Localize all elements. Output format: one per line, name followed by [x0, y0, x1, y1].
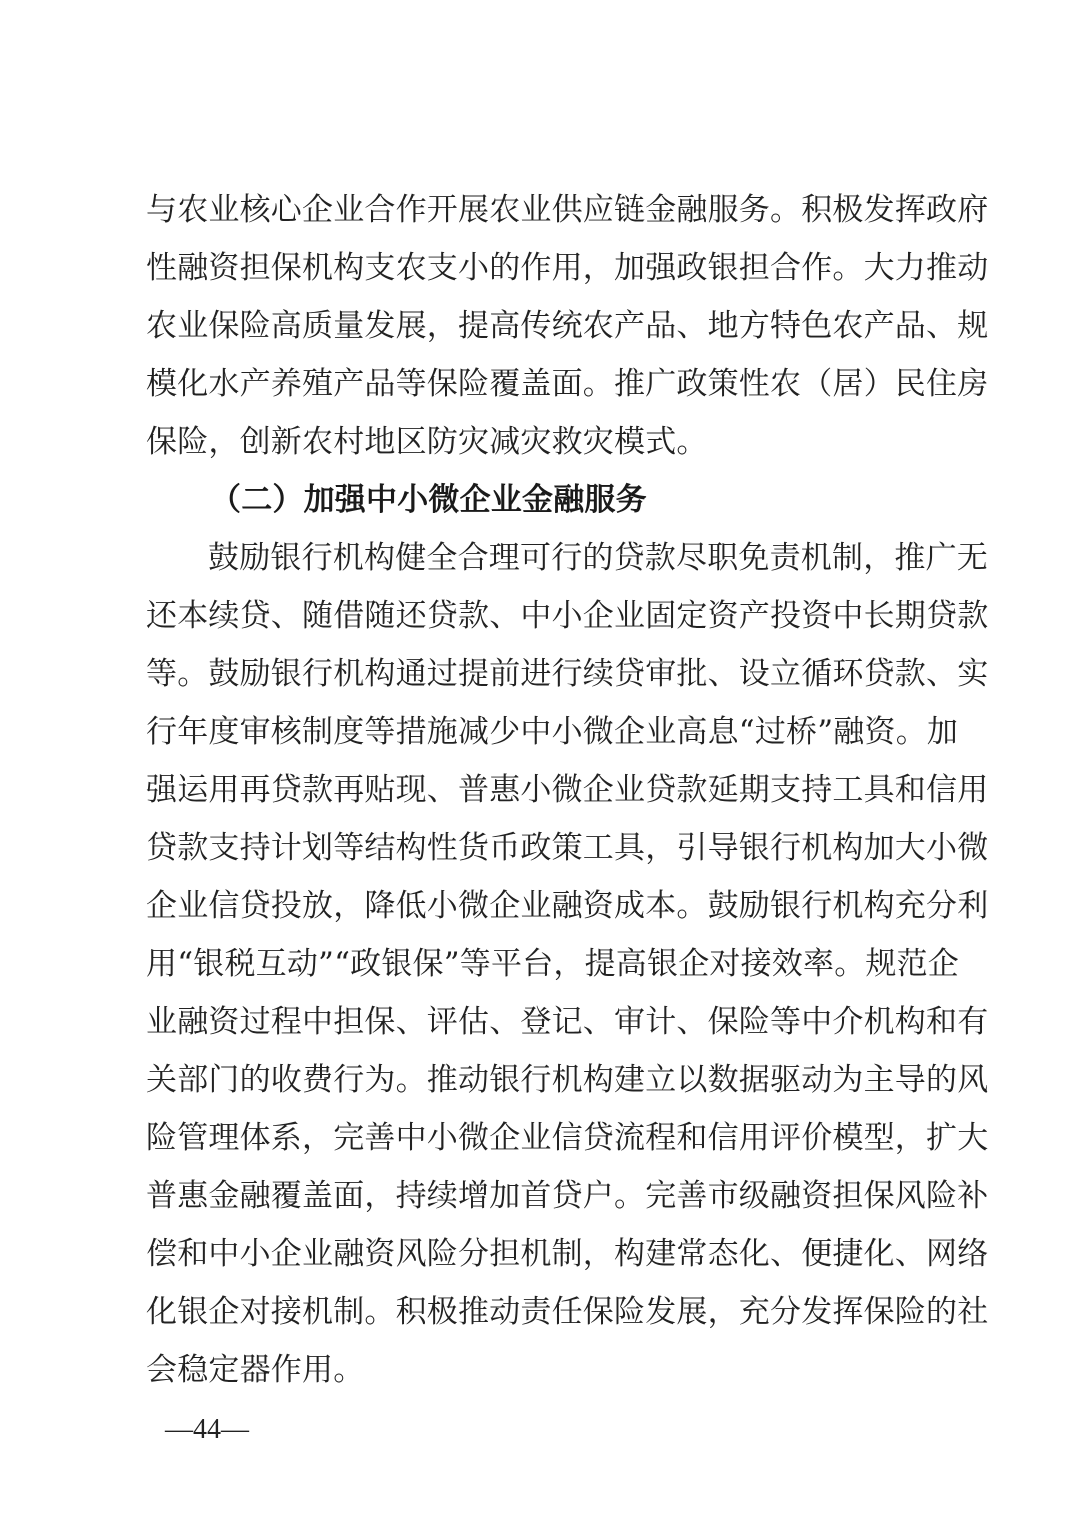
- paragraph-1-line-2: 性融资担保机构支农支小的作用，加强政银担合作。大力推动: [146, 250, 989, 286]
- paragraph-1-line-3: 农业保险高质量发展，提高传统农产品、地方特色农产品、规: [146, 308, 989, 344]
- paragraph-2-line-1: 鼓励银行机构健全合理可行的贷款尽职免责机制，推广无: [208, 540, 988, 576]
- page-number: —44—: [165, 1414, 249, 1445]
- paragraph-2-line-14: 化银企对接机制。积极推动责任保险发展，充分发挥保险的社: [146, 1294, 989, 1330]
- paragraph-2-line-15: 会稳定器作用。: [146, 1352, 365, 1388]
- paragraph-2-line-6: 贷款支持计划等结构性货币政策工具，引导银行机构加大小微: [146, 830, 989, 866]
- paragraph-1-line-1: 与农业核心企业合作开展农业供应链金融服务。积极发挥政府: [146, 192, 989, 228]
- paragraph-2-line-13: 偿和中小企业融资风险分担机制，构建常态化、便捷化、网络: [146, 1236, 989, 1272]
- paragraph-1-line-4: 模化水产养殖产品等保险覆盖面。推广政策性农（居）民住房: [146, 366, 989, 402]
- paragraph-2-line-9: 业融资过程中担保、评估、登记、审计、保险等中介机构和有: [146, 1004, 989, 1040]
- paragraph-2-line-10: 关部门的收费行为。推动银行机构建立以数据驱动为主导的风: [146, 1062, 989, 1098]
- paragraph-1-line-5: 保险，创新农村地区防灾减灾救灾模式。: [146, 424, 708, 460]
- paragraph-2-line-11: 险管理体系，完善中小微企业信贷流程和信用评价模型，扩大: [146, 1120, 989, 1156]
- paragraph-2-line-12: 普惠金融覆盖面，持续增加首贷户。完善市级融资担保风险补: [146, 1178, 989, 1214]
- paragraph-2-line-5: 强运用再贷款再贴现、普惠小微企业贷款延期支持工具和信用: [146, 772, 989, 808]
- paragraph-2-line-4: 行年度审核制度等措施减少中小微企业高息“过桥”融资。加: [146, 714, 959, 750]
- paragraph-2-line-2: 还本续贷、随借随还贷款、中小企业固定资产投资中长期贷款: [146, 598, 989, 634]
- paragraph-2-line-7: 企业信贷投放，降低小微企业融资成本。鼓励银行机构充分利: [146, 888, 989, 924]
- paragraph-2-line-8: 用“银税互动”“政银保”等平台，提高银企对接效率。规范企: [146, 946, 959, 982]
- paragraph-2-line-3: 等。鼓励银行机构通过提前进行续贷审批、设立循环贷款、实: [146, 656, 989, 692]
- section-heading: （二）加强中小微企业金融服务: [210, 482, 647, 518]
